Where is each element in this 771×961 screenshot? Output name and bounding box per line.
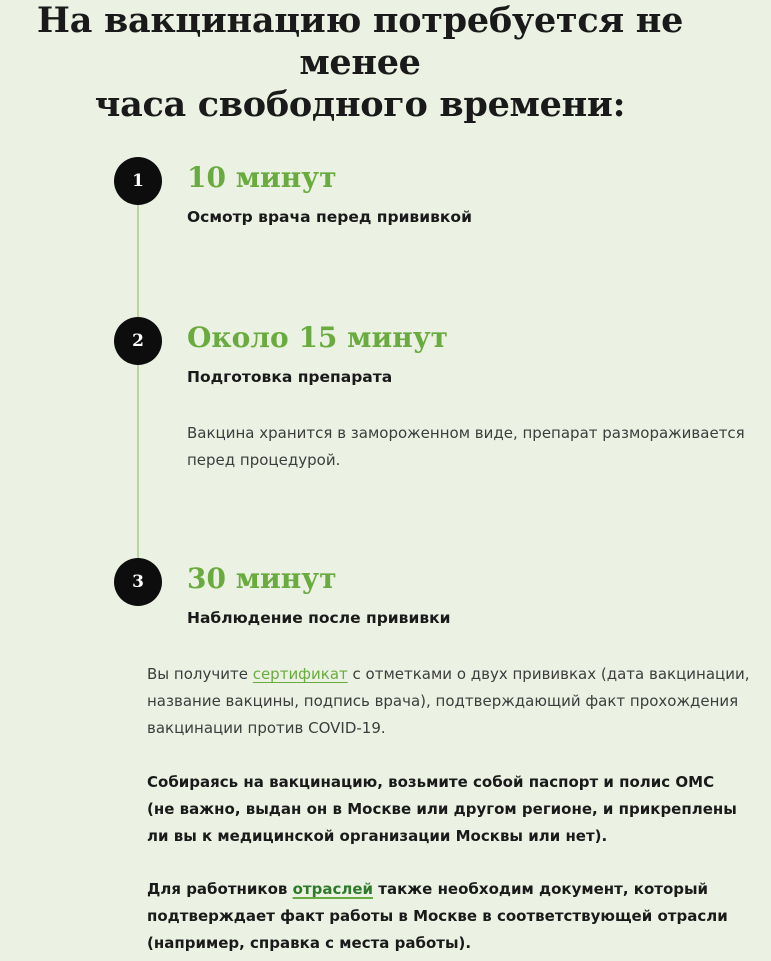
step-2-subtitle: Подготовка препарата [187, 368, 393, 386]
certificate-text-after: с отметками о двух прививках (дата вакцинации, название вакцины, подпись врача), подтверждающий факт прохождения вакцинации против COVID-19. [147, 665, 750, 737]
step-1-subtitle: Осмотр врача перед прививкой [187, 208, 472, 226]
documents-line-1: Собираясь на вакцинацию, возьмите собой паспорт и полис ОМС [147, 773, 715, 791]
workers-text-before: Для работников [147, 880, 293, 898]
certificate-link[interactable]: сертификат [252, 665, 348, 683]
documents-line-2: (не важно, выдан он в Москве или другом регионе, и прикреплены ли вы к медицинской организации Москвы или нет). [147, 800, 737, 845]
step-2-number-badge [114, 317, 162, 365]
industries-link[interactable]: отраслей [292, 880, 374, 898]
step-3-duration: 30 минут [187, 562, 337, 595]
certificate-text-before: Вы получите [147, 665, 253, 683]
step-3-subtitle: Наблюдение после прививки [187, 609, 451, 627]
step-2-note: Вакцина хранится в замороженном виде, препарат размораживается перед процедурой. [187, 424, 745, 469]
workers-text-after: также необходим документ, который подтверждает факт работы в Москве в соответствующей отрасли (например, справка с места работы). [147, 880, 728, 952]
step-1-number-badge [114, 157, 162, 205]
step-3-number-badge [114, 558, 162, 606]
documents-paragraph [147, 769, 762, 850]
page-title [0, 0, 720, 126]
step-1-number: 1 [132, 171, 144, 191]
page-title-line-1: На вакцинацию потребуется не менее [36, 0, 684, 83]
timeline-line [137, 200, 139, 570]
step-2-number: 2 [132, 331, 144, 351]
certificate-paragraph [147, 661, 762, 742]
workers-paragraph [147, 876, 762, 957]
step-3-number: 3 [132, 572, 144, 592]
step-1-duration: 10 минут [187, 161, 337, 194]
step-2-duration: Около 15 минут [187, 321, 449, 354]
page-title-line-2: часа свободного времени: [94, 84, 626, 125]
